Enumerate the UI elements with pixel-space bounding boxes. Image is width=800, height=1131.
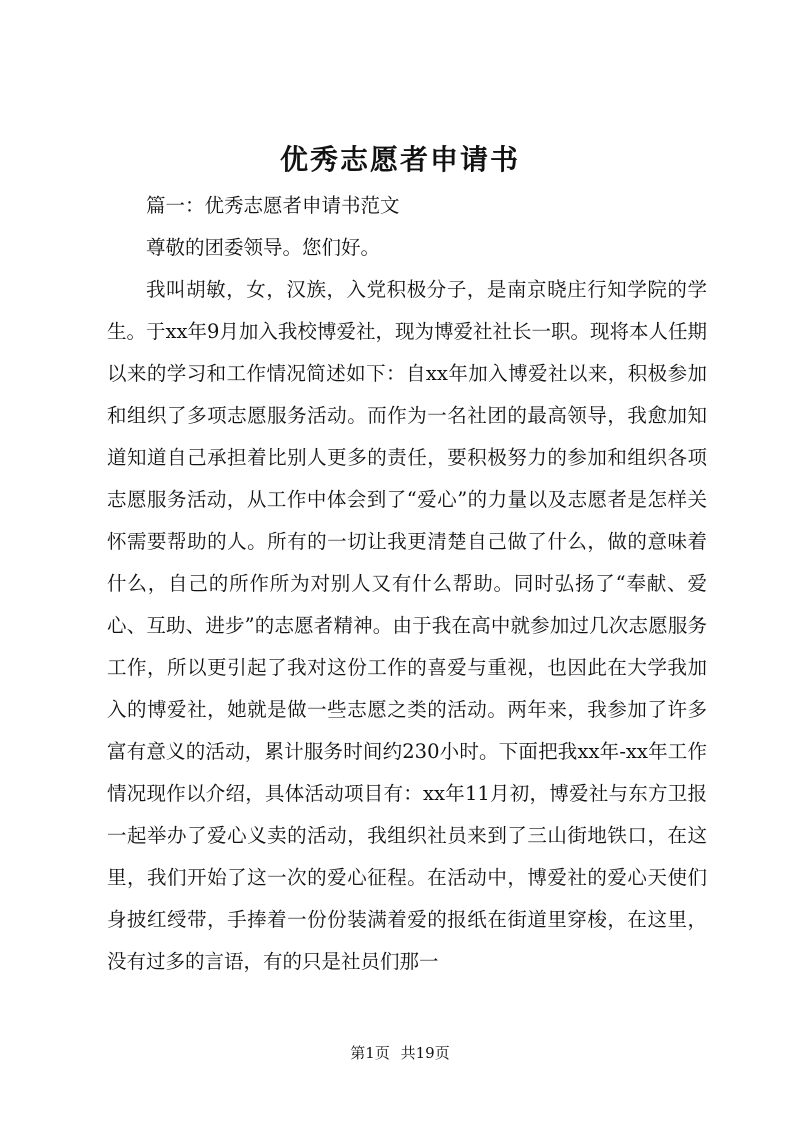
section-heading: 篇一：优秀志愿者申请书范文 xyxy=(146,194,400,217)
body-paragraph: 我叫胡敏，女，汉族，入党积极分子，是南京晓庄行知学院的学生。于xx年9月加入我校博爱社，现为博爱社社长一职。现将本人任期以来的学习和工作情况简述如下：自xx年加入博爱社以来，积极参加和组织了多项志愿服务活动。而作为一名社团的最高领导，我愈加知道知道自己承担着比别人更多的责任，要积极努力的参加和组织各项志愿服务活动，从工作中体会到了“爱心”的力量以及志愿者是怎样关怀需要帮助的人。所有的一切让我更清楚自己做了什么，做的意味着什么，自己的所作所为对别人又有什么帮助。同时弘扬了“奉献、爱心、互助、进步”的志愿者精神。由于我在高中就参加过几次志愿服务工作，所以更引起了我对这份工作的喜爱与重视，也因此在大学我加入的博爱社，她就是做一些志愿之类的活动。两年来，我参加了许多富有意义的活动，累计服务时间约230小时。下面把我xx年-xx年工作情况现作以介绍，具体活动项目有：xx年11月初，博爱社与东方卫报一起举办了爱心义卖的活动，我组织社员来到了三山街地铁口，在这里，我们开始了这一次的爱心征程。在活动中，博爱社的爱心天使们身披红绶带，手捧着一份份装满着爱的报纸在街道里穿梭，在这里，没有过多的言语，有的只是社员们那一 xyxy=(107,278,707,973)
document-title: 优秀志愿者申请书 xyxy=(279,143,520,176)
page-footer xyxy=(0,1042,800,1063)
page-number-current: 第1页 xyxy=(350,1044,390,1062)
page-number-total: 共19页 xyxy=(400,1044,450,1062)
greeting-line: 尊敬的团委领导。您们好。 xyxy=(146,236,381,259)
document-content xyxy=(107,185,707,983)
